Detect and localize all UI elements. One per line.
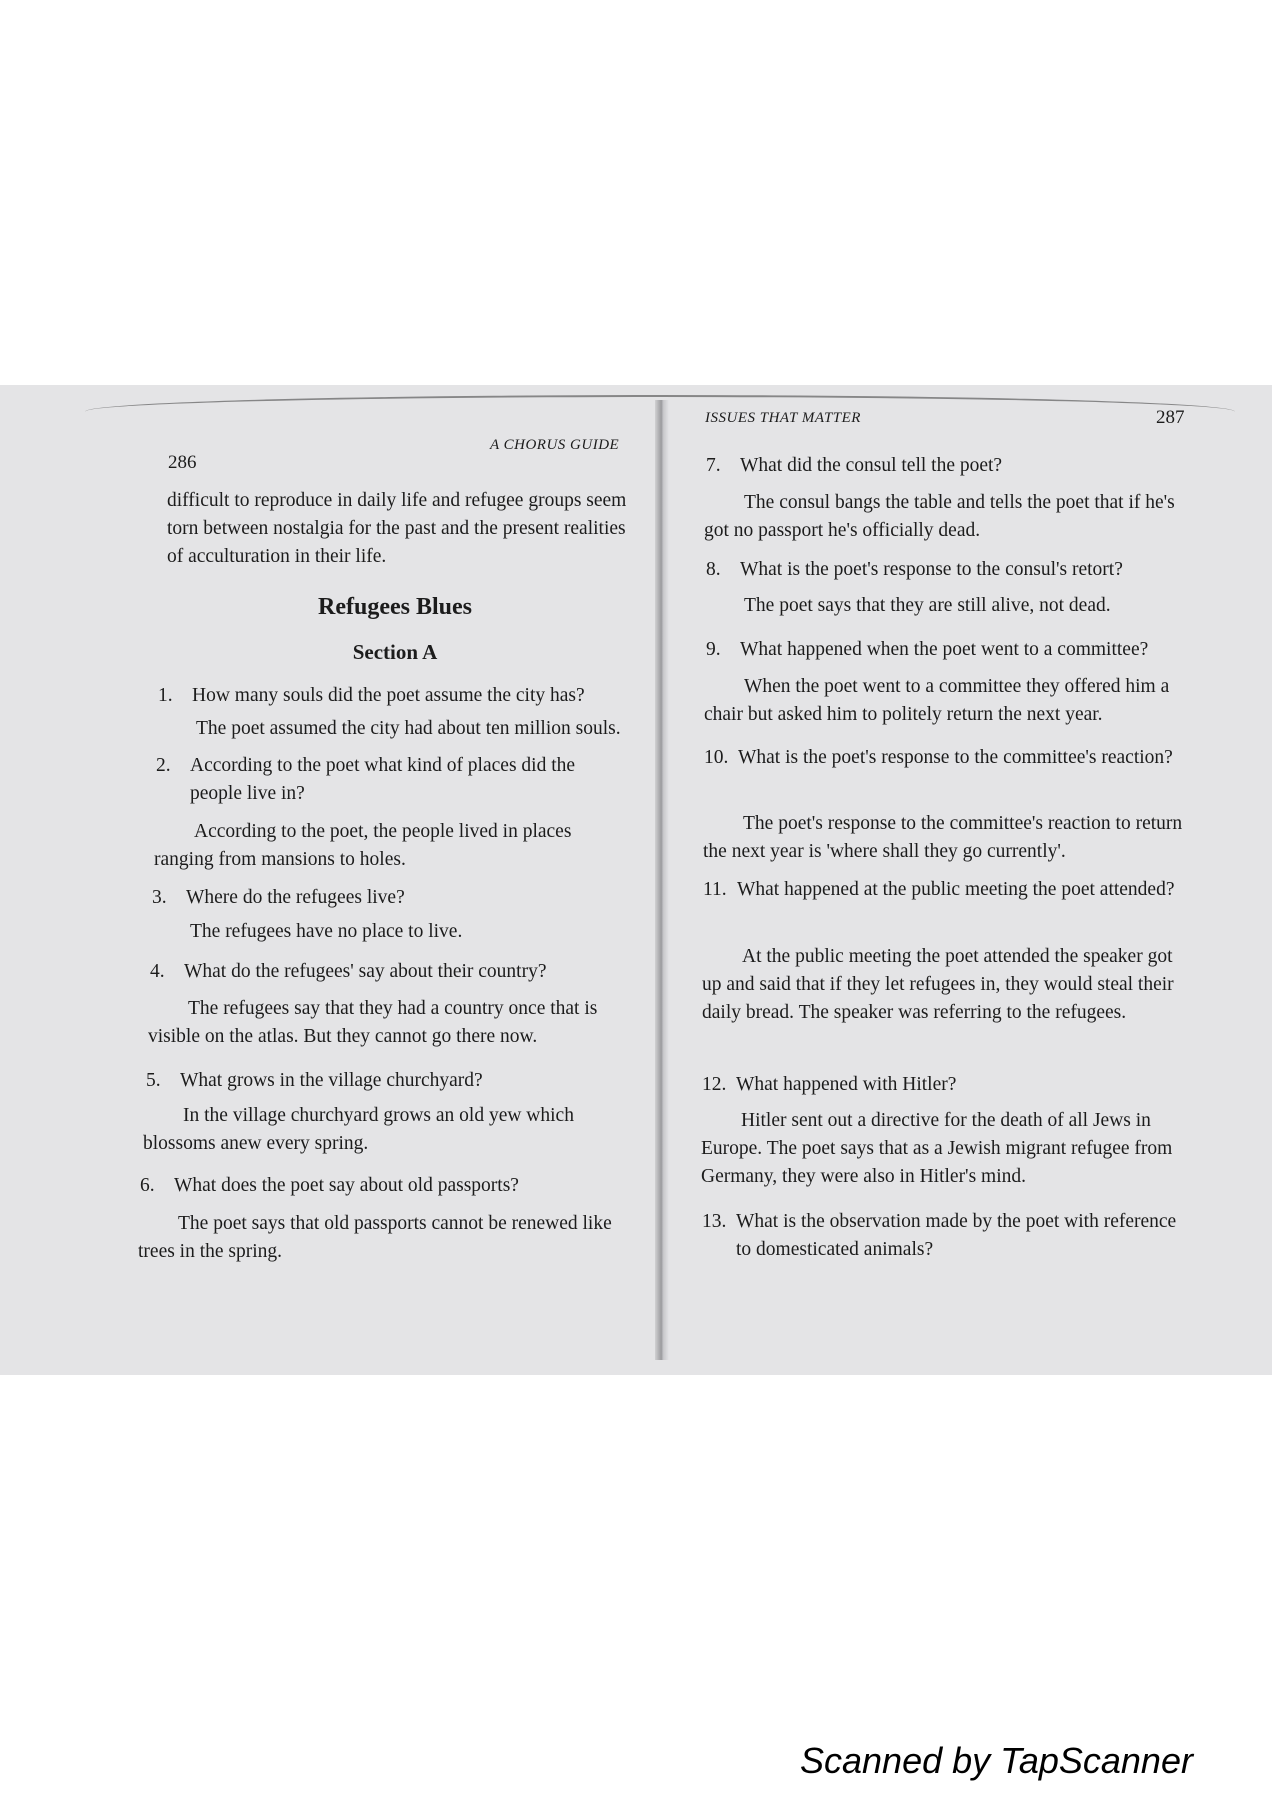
answer-6: The poet says that old passports cannot be renewed like trees in the spring. [138,1213,612,1262]
answer-11: At the public meeting the poet attended the speaker got up and said that if they let refugees in, they would steal their daily bread. The speaker was referring to the refugees. [702,946,1174,1023]
question-number: 4. [150,961,165,982]
book-gutter [655,400,669,1360]
answer-2: According to the poet, the people lived in places ranging from mansions to holes. [154,821,572,870]
question-text: What happened when the poet went to a committee? [740,639,1149,660]
question-4 [150,958,620,986]
question-text: What happened with Hitler? [736,1074,957,1095]
left-running-head: A CHORUS GUIDE [490,437,620,453]
question-text: What happened at the public meeting the poet attended? [737,879,1175,900]
right-page-number: 287 [1156,407,1185,428]
question-number: 6. [140,1175,155,1196]
question-5 [146,1067,616,1095]
question-number: 7. [706,455,721,476]
scanner-watermark: Scanned by TapScanner [800,1740,1193,1781]
question-text: What does the poet say about old passports? [174,1175,519,1196]
question-6 [140,1172,620,1200]
answer-9: When the poet went to a committee they offered him a chair but asked him to politely return the next year. [704,676,1170,725]
question-number: 2. [156,755,171,776]
left-intro-text: difficult to reproduce in daily life and refugee groups seem torn between nostalgia for the past and the present realities of acculturation in their life. [167,490,627,567]
question-13 [702,1208,1192,1264]
answer-3: The refugees have no place to live. [190,921,463,942]
question-text: What grows in the village churchyard? [180,1070,483,1091]
question-text: What did the consul tell the poet? [740,455,1003,476]
question-number: 1. [158,685,173,706]
answer-10: The poet's response to the committee's reaction to return the next year is 'where shall they go currently'. [703,813,1183,862]
question-1 [158,682,628,710]
question-number: 3. [152,887,167,908]
question-text: According to the poet what kind of places did the people live in? [190,755,576,804]
question-number: 5. [146,1070,161,1091]
question-text: How many souls did the poet assume the city has? [192,685,585,706]
answer-4: The refugees say that they had a country once that is visible on the atlas. But they cannot go there now. [148,998,598,1047]
question-text: What do the refugees' say about their country? [184,961,547,982]
question-number: 13. [702,1211,727,1232]
right-running-head: ISSUES THAT MATTER [705,410,861,426]
question-11 [703,876,1191,904]
answer-5: In the village churchyard grows an old yew which blossoms anew every spring. [143,1105,574,1154]
question-9 [706,636,1186,664]
question-number: 12. [702,1074,727,1095]
question-7 [706,452,1186,480]
answer-1: The poet assumed the city had about ten million souls. [196,718,621,739]
left-page-number: 286 [168,452,197,473]
question-text: What is the poet's response to the committee's reaction? [738,747,1173,768]
question-text: What is the poet's response to the consul's retort? [740,559,1123,580]
question-number: 10. [704,747,729,768]
section-heading: Section A [352,640,438,664]
question-number: 11. [703,879,727,900]
question-3 [152,884,622,912]
question-8 [706,556,1186,584]
question-text: Where do the refugees live? [186,887,405,908]
answer-12: Hitler sent out a directive for the death of all Jews in Europe. The poet says that as a Jewish migrant refugee from Germany, they were also in Hitler's mind. [701,1110,1173,1187]
answer-8: The poet says that they are still alive, not dead. [744,595,1111,616]
question-12 [702,1071,1190,1099]
question-number: 8. [706,559,721,580]
question-text: What is the observation made by the poet with reference to domesticated animals? [736,1211,1177,1260]
question-10 [704,744,1189,772]
answer-7: The consul bangs the table and tells the poet that if he's got no passport he's officially dead. [704,492,1175,541]
question-2 [156,752,626,808]
question-number: 9. [706,639,721,660]
article-title: Refugees Blues [318,594,472,620]
